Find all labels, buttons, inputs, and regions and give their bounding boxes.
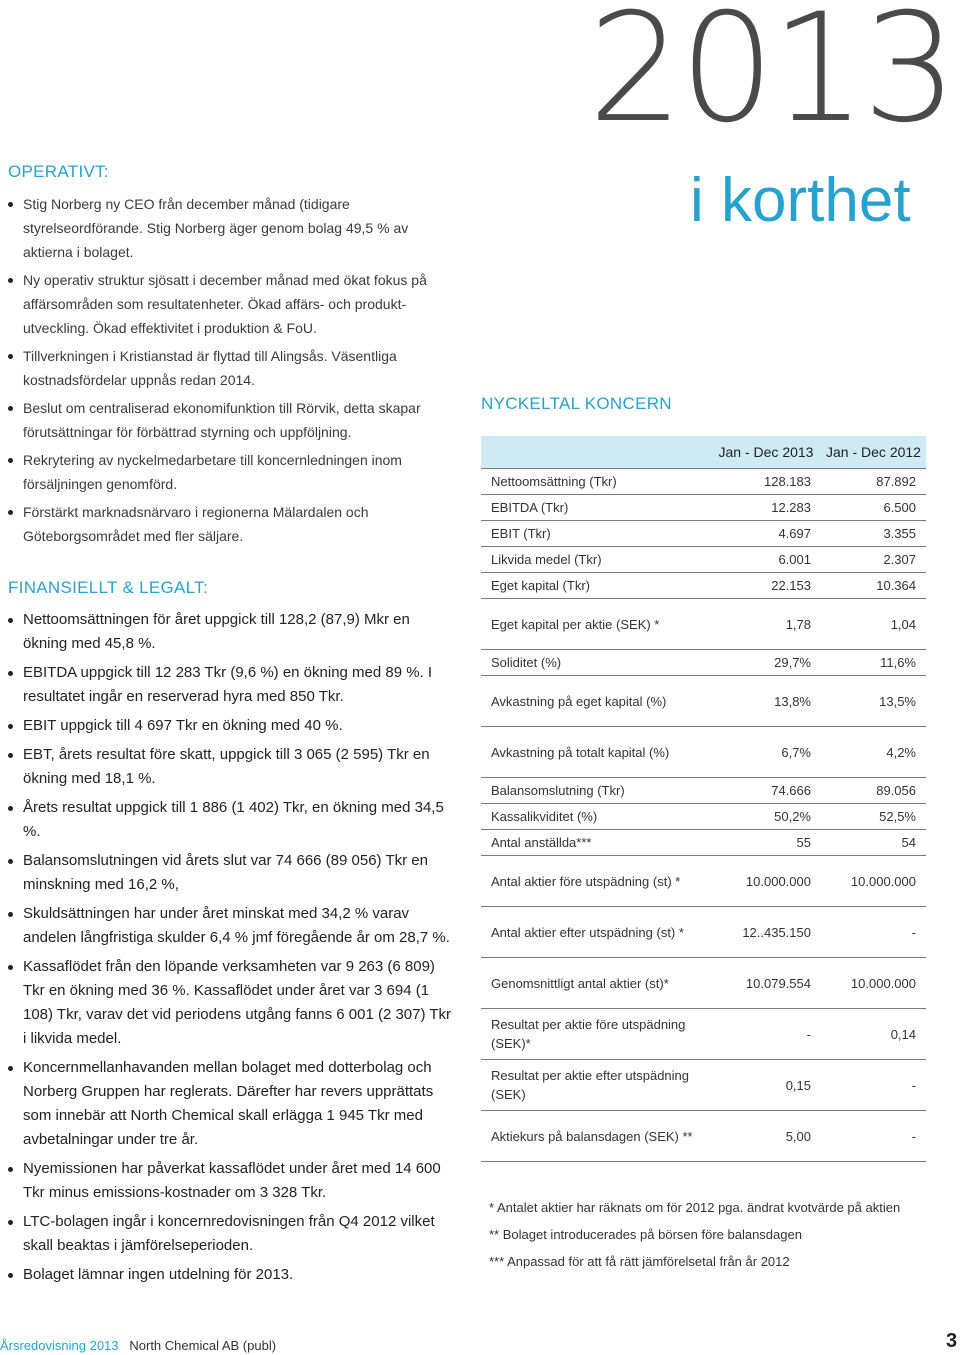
table-header-row: [481, 436, 926, 469]
table-row: [481, 1009, 926, 1060]
table-row: [481, 778, 926, 804]
list-item: Nettoomsättningen för året uppgick till 128,2 (87,9) Mkr en ökning med 45,8 %.: [8, 608, 453, 656]
footnote: ** Bolaget introducerades på börsen före balansdagen: [489, 1227, 802, 1242]
row-label: Avkastning på totalt kapital (%): [481, 727, 711, 778]
value-2013: 10.079.554: [711, 958, 821, 1009]
row-label: Genomsnittligt antal aktier (st)*: [481, 958, 711, 1009]
value-2013: 22.153: [711, 573, 821, 599]
value-2012: -: [821, 907, 926, 958]
footer-document-title: Årsredovisning 2013: [0, 1338, 119, 1353]
list-item: Årets resultat uppgick till 1 886 (1 402) Tkr, en ökning med 34,5 %.: [8, 796, 453, 844]
list-item: Skuldsättningen har under året minskat med 34,2 % varav andelen långfristiga skulder 6,4 % jmf föregående år om 28,7 %.: [8, 902, 453, 950]
table-row: [481, 1060, 926, 1111]
value-2013: 6.001: [711, 547, 821, 573]
table-row: [481, 573, 926, 599]
column-header-label: [481, 436, 711, 469]
value-2012: 52,5%: [821, 804, 926, 830]
finansiellt-heading: FINANSIELLT & LEGALT:: [8, 578, 208, 597]
value-2013: 12..435.150: [711, 907, 821, 958]
row-label: Aktiekurs på balansdagen (SEK) **: [481, 1111, 711, 1162]
row-label: Kassalikviditet (%): [481, 804, 711, 830]
table-row: [481, 830, 926, 856]
table-row: [481, 804, 926, 830]
list-item: Balansomslutningen vid årets slut var 74 666 (89 056) Tkr en minskning med 16,2 %,: [8, 849, 453, 897]
list-item: Tillverkningen i Kristianstad är flyttad till Alingsås. Väsentliga kostnadsfördelar uppnås redan 2014.: [8, 344, 453, 392]
row-label: Likvida medel (Tkr): [481, 547, 711, 573]
table-body: [481, 469, 926, 1162]
row-label: Antal anställda***: [481, 830, 711, 856]
table-row: [481, 727, 926, 778]
table-row: [481, 907, 926, 958]
value-2013: 6,7%: [711, 727, 821, 778]
year-title: 2013: [588, 0, 954, 156]
column-header-2012: Jan - Dec 2012: [821, 436, 926, 469]
value-2012: 54: [821, 830, 926, 856]
footnotes: [489, 1198, 929, 1279]
value-2013: 74.666: [711, 778, 821, 804]
footnote: *** Anpassad för att få rätt jämförelsetal från år 2012: [489, 1254, 790, 1269]
value-2012: 13,5%: [821, 676, 926, 727]
list-item: Stig Norberg ny CEO från december månad (tidigare styrelseordförande. Stig Norberg äger genom bolag 49,5 % av aktierna i bolaget.: [8, 192, 453, 264]
value-2013: 10.000.000: [711, 856, 821, 907]
row-label: EBITDA (Tkr): [481, 495, 711, 521]
value-2013: 13,8%: [711, 676, 821, 727]
list-item: Rekrytering av nyckelmedarbetare till koncernledningen inom försäljningen genomförd.: [8, 448, 453, 496]
value-2012: 0,14: [821, 1009, 926, 1060]
list-item: Beslut om centraliserad ekonomifunktion till Rörvik, detta skapar förutsättningar för förbättrad styrning och uppföljning.: [8, 396, 453, 444]
footer-company: North Chemical AB (publ): [129, 1338, 277, 1353]
value-2012: 4,2%: [821, 727, 926, 778]
row-label: Resultat per aktie efter utspädning (SEK): [481, 1060, 711, 1111]
table-row: [481, 521, 926, 547]
value-2012: 10.000.000: [821, 958, 926, 1009]
footnote: * Antalet aktier har räknats om för 2012 pga. ändrat kvotvärde på aktien: [489, 1200, 901, 1215]
value-2013: 5,00: [711, 1111, 821, 1162]
value-2013: 55: [711, 830, 821, 856]
row-label: Soliditet (%): [481, 650, 711, 676]
table-row: [481, 469, 926, 495]
list-item: Ny operativ struktur sjösatt i december månad med ökat fokus på affärsområden som resultatenheter. Ökad affärs- och produkt-utveckling. Ökad effektivitet i produktion & FoU.: [8, 268, 453, 340]
value-2012: 3.355: [821, 521, 926, 547]
row-label: Balansomslutning (Tkr): [481, 778, 711, 804]
row-label: Antal aktier före utspädning (st) *: [481, 856, 711, 907]
value-2013: -: [711, 1009, 821, 1060]
table-row: [481, 958, 926, 1009]
list-item: EBITDA uppgick till 12 283 Tkr (9,6 %) en ökning med 89 %. I resultatet ingår en reserverad hyra med 850 Tkr.: [8, 661, 453, 709]
nyckeltal-heading: NYCKELTAL KONCERN: [481, 394, 672, 413]
value-2012: 6.500: [821, 495, 926, 521]
value-2013: 1,78: [711, 599, 821, 650]
row-label: Nettoomsättning (Tkr): [481, 469, 711, 495]
operativt-list: [8, 192, 453, 548]
value-2012: -: [821, 1111, 926, 1162]
list-item: EBT, årets resultat före skatt, uppgick till 3 065 (2 595) Tkr en ökning med 18,1 %.: [8, 743, 453, 791]
value-2013: 0,15: [711, 1060, 821, 1111]
value-2012: 87.892: [821, 469, 926, 495]
list-item: Nyemissionen har påverkat kassaflödet under året med 14 600 Tkr minus emissions-kostnader om 3 328 Tkr.: [8, 1157, 453, 1205]
table-row: [481, 599, 926, 650]
value-2012: 10.364: [821, 573, 926, 599]
row-label: Avkastning på eget kapital (%): [481, 676, 711, 727]
row-label: Eget kapital (Tkr): [481, 573, 711, 599]
table-row: [481, 1111, 926, 1162]
operativt-heading: OPERATIVT:: [8, 162, 109, 181]
value-2012: 11,6%: [821, 650, 926, 676]
subtitle: i korthet: [690, 166, 911, 235]
value-2012: 89.056: [821, 778, 926, 804]
value-2012: 2.307: [821, 547, 926, 573]
list-item: EBIT uppgick till 4 697 Tkr en ökning med 40 %.: [8, 714, 453, 738]
list-item: LTC-bolagen ingår i koncernredovisningen från Q4 2012 vilket skall beaktas i jämförelseperioden.: [8, 1210, 453, 1258]
table-row: [481, 547, 926, 573]
list-item: Kassaflödet från den löpande verksamheten var 9 263 (6 809) Tkr en ökning med 36 %. Kassaflödet under året var 3 694 (1 108) Tkr, varav det vid periodens utgång fanns 6 001 (2 307) Tkr i likvida medel.: [8, 955, 453, 1051]
column-header-2013: Jan - Dec 2013: [711, 436, 821, 469]
nyckeltal-table: [481, 436, 926, 1162]
row-label: Eget kapital per aktie (SEK) *: [481, 599, 711, 650]
value-2012: 10.000.000: [821, 856, 926, 907]
page-number: 3: [946, 1330, 958, 1352]
table-row: [481, 676, 926, 727]
list-item: Bolaget lämnar ingen utdelning för 2013.: [8, 1263, 453, 1287]
value-2013: 50,2%: [711, 804, 821, 830]
list-item: Förstärkt marknadsnärvaro i regionerna Mälardalen och Göteborgsområdet med fler säljare.: [8, 500, 453, 548]
row-label: EBIT (Tkr): [481, 521, 711, 547]
finansiellt-list: [8, 608, 453, 1287]
table-row: [481, 856, 926, 907]
left-column: [8, 162, 453, 1292]
table-row: [481, 650, 926, 676]
row-label: Antal aktier efter utspädning (st) *: [481, 907, 711, 958]
row-label: Resultat per aktie före utspädning (SEK)*: [481, 1009, 711, 1060]
list-item: Koncernmellanhavanden mellan bolaget med dotterbolag och Norberg Gruppen har reglerats. Därefter har revers upprättats som innebär att North Chemical skall erlägga 1 945 Tkr med avbetalningar under tre år.: [8, 1056, 453, 1152]
value-2013: 128.183: [711, 469, 821, 495]
page-footer: [0, 1338, 276, 1353]
value-2012: 1,04: [821, 599, 926, 650]
table-row: [481, 495, 926, 521]
value-2013: 4.697: [711, 521, 821, 547]
value-2012: -: [821, 1060, 926, 1111]
value-2013: 12.283: [711, 495, 821, 521]
value-2013: 29,7%: [711, 650, 821, 676]
